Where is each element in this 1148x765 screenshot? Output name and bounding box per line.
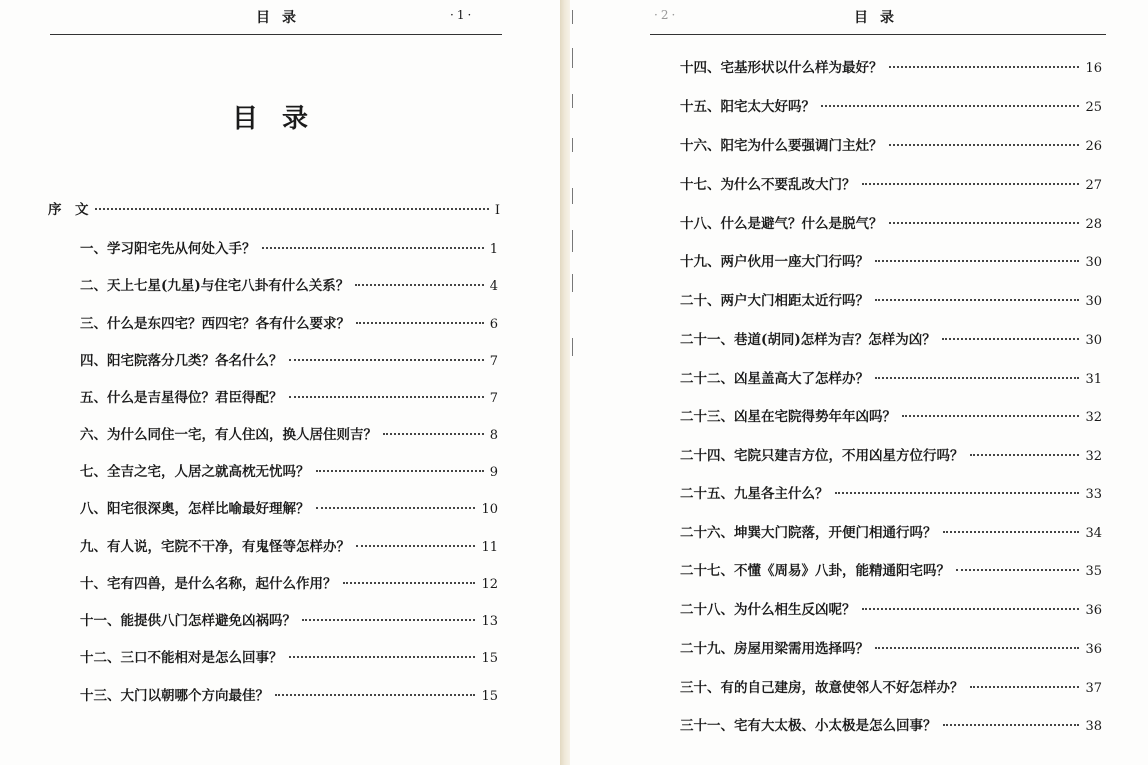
toc-entry-page: 7 (489, 354, 498, 369)
toc-entry-title: 十五、阳宅太大好吗？ (680, 99, 815, 115)
dot-leader (95, 208, 489, 210)
toc-entry (80, 609, 498, 629)
toc-entry (80, 535, 498, 555)
dot-leader (275, 694, 475, 696)
toc-entry (680, 598, 1102, 618)
dot-leader (875, 377, 1079, 379)
toc-entry-title: 六、为什么同住一宅，有人住凶，换人居住则吉？ (80, 427, 377, 443)
toc-entry-title: 二十七、不懂《周易》八卦，能精通阳宅吗？ (680, 563, 950, 579)
toc-entry-page: 9 (489, 465, 498, 480)
toc-entry (80, 237, 498, 257)
dot-leader (970, 454, 1080, 456)
toc-entry-title: 二十、两户大门相距太近行吗？ (680, 293, 869, 309)
dot-leader (943, 724, 1080, 726)
toc-entry-page: 32 (1085, 410, 1102, 425)
toc-entry-page: 12 (481, 577, 498, 592)
running-title: 目录 (854, 10, 906, 26)
toc-entry-title: 二十五、九星各主什么？ (680, 486, 829, 502)
toc-entry (680, 250, 1102, 270)
toc-entry-page: I (494, 203, 500, 218)
toc-entry-page: 33 (1085, 487, 1102, 502)
toc-entry-title: 九、有人说，宅院不干净，有鬼怪等怎样办？ (80, 539, 350, 555)
dot-leader (289, 359, 484, 361)
dot-leader (862, 608, 1080, 610)
toc-entry-title: 四、阳宅院落分几类？各名什么？ (80, 353, 283, 369)
toc-entry (80, 684, 498, 704)
toc-entry (80, 274, 498, 294)
dot-leader (289, 396, 484, 398)
running-header (50, 0, 502, 35)
running-header (650, 0, 1106, 35)
toc-entry-page: 1 (489, 242, 498, 257)
toc-entry-title: 二十一、巷道(胡同)怎样为吉？怎样为凶？ (680, 332, 936, 348)
toc-entry-page: 32 (1085, 449, 1102, 464)
toc-entry-title: 三十一、宅有大太极、小太极是怎么回事？ (680, 718, 937, 734)
toc-entry (80, 646, 498, 666)
dot-leader (262, 247, 484, 249)
toc-entry-page: 36 (1085, 603, 1102, 618)
toc-entry-page: 27 (1085, 178, 1102, 193)
toc-entry-title: 十三、大门以朝哪个方向最佳？ (80, 688, 269, 704)
toc-entry (48, 198, 500, 218)
dot-leader (970, 686, 1080, 688)
toc-entry-title: 三、什么是东四宅？西四宅？各有什么要求？ (80, 316, 350, 332)
dot-leader (875, 260, 1079, 262)
scan-margin-marks (572, 8, 574, 368)
dot-leader (943, 531, 1080, 533)
toc-entry-page: 30 (1085, 333, 1102, 348)
toc-entry-page: 15 (481, 689, 498, 704)
toc-entry-title: 二十三、凶星在宅院得势年年凶吗？ (680, 409, 896, 425)
dot-leader (343, 582, 476, 584)
dot-leader (289, 656, 476, 658)
toc-entry (680, 482, 1102, 502)
dot-leader (875, 299, 1079, 301)
toc-entry-page: 4 (489, 279, 498, 294)
toc-entry-page: 25 (1085, 100, 1102, 115)
toc-entry-page: 7 (489, 391, 498, 406)
toc-entry-title: 十一、能提供八门怎样避免凶祸吗？ (80, 613, 296, 629)
toc-entry (80, 572, 498, 592)
page-number: ·2· (654, 8, 679, 22)
toc-entry-page: 35 (1085, 564, 1102, 579)
dot-leader (875, 647, 1079, 649)
toc-entry-title: 十六、阳宅为什么要强调门主灶？ (680, 138, 883, 154)
toc-entry (680, 637, 1102, 657)
toc-entry-title: 十九、两户伙用一座大门行吗？ (680, 254, 869, 270)
toc-entry-title: 二、天上七星(九星)与住宅八卦有什么关系？ (80, 278, 350, 294)
dot-leader (889, 222, 1080, 224)
toc-entry (80, 349, 498, 369)
toc-entry (680, 134, 1102, 154)
toc-entry-page: 28 (1085, 217, 1102, 232)
toc-entry-title: 二十四、宅院只建吉方位，不用凶星方位行吗？ (680, 448, 964, 464)
dot-leader (942, 338, 1080, 340)
toc-entry-title: 十八、什么是避气？什么是脱气？ (680, 216, 883, 232)
toc-entry-page: 11 (481, 540, 498, 555)
toc-entry (680, 405, 1102, 425)
toc-entry (680, 559, 1102, 579)
toc-entry-page: 36 (1085, 642, 1102, 657)
toc-entry (80, 497, 498, 517)
dot-leader (302, 619, 475, 621)
toc-entry-title: 五、什么是吉星得位？君臣得配？ (80, 390, 283, 406)
toc-entry-title: 二十二、凶星盖高大了怎样办？ (680, 371, 869, 387)
page-number: ·1· (450, 8, 475, 22)
toc-entry (680, 95, 1102, 115)
dot-leader (355, 284, 483, 286)
toc-entry-title: 二十六、坤巽大门院落，开便门相通行吗？ (680, 525, 937, 541)
dot-leader (889, 144, 1080, 146)
toc-heading: 目录 (232, 104, 333, 134)
toc-entry-page: 16 (1085, 61, 1102, 76)
toc-entry-title: 七、全吉之宅，人居之就高枕无忧吗？ (80, 464, 310, 480)
dot-leader (356, 322, 484, 324)
toc-entry (680, 56, 1102, 76)
toc-entry-title: 二十八、为什么相生反凶呢？ (680, 602, 856, 618)
right-page (570, 0, 1148, 765)
dot-leader (956, 569, 1079, 571)
toc-entry-title: 序 文 (48, 202, 89, 218)
dot-leader (821, 105, 1079, 107)
toc-entry-title: 十四、宅基形状以什么样为最好？ (680, 60, 883, 76)
toc-entry-title: 十七、为什么不要乱改大门？ (680, 177, 856, 193)
dot-leader (383, 433, 484, 435)
dot-leader (835, 492, 1080, 494)
toc-entry-page: 31 (1085, 372, 1102, 387)
toc-entry (680, 714, 1102, 734)
toc-entry-title: 十、宅有四兽，是什么名称，起什么作用？ (80, 576, 337, 592)
toc-entry-title: 二十九、房屋用梁需用选择吗？ (680, 641, 869, 657)
toc-entry (80, 386, 498, 406)
toc-entry (80, 423, 498, 443)
toc-entry-page: 38 (1085, 719, 1102, 734)
toc-entry (680, 173, 1102, 193)
toc-entry (680, 521, 1102, 541)
left-page (0, 0, 560, 765)
dot-leader (902, 415, 1079, 417)
toc-entry (80, 312, 498, 332)
dot-leader (316, 470, 484, 472)
dot-leader (356, 545, 475, 547)
dot-leader (316, 507, 476, 509)
toc-entry-page: 30 (1085, 294, 1102, 309)
running-title: 目录 (256, 10, 308, 26)
toc-entry (680, 676, 1102, 696)
toc-entry-page: 37 (1085, 681, 1102, 696)
dot-leader (862, 183, 1080, 185)
toc-entry-page: 30 (1085, 255, 1102, 270)
toc-entry-title: 一、学习阳宅先从何处入手？ (80, 241, 256, 257)
toc-entry-page: 34 (1085, 526, 1102, 541)
toc-entry (680, 212, 1102, 232)
toc-entry-title: 三十、有的自己建房，故意使邻人不好怎样办？ (680, 680, 964, 696)
toc-entry-page: 6 (489, 317, 498, 332)
toc-entry (80, 460, 498, 480)
toc-entry-title: 八、阳宅很深奥，怎样比喻最好理解？ (80, 501, 310, 517)
toc-entry (680, 289, 1102, 309)
toc-entry-page: 10 (481, 502, 498, 517)
toc-entry-page: 13 (481, 614, 498, 629)
toc-entry (680, 367, 1102, 387)
dot-leader (889, 66, 1080, 68)
toc-entry (680, 328, 1102, 348)
toc-entry (680, 444, 1102, 464)
book-spine (560, 0, 570, 765)
toc-entry-title: 十二、三口不能相对是怎么回事？ (80, 650, 283, 666)
toc-entry-page: 15 (481, 651, 498, 666)
toc-entry-page: 8 (489, 428, 498, 443)
toc-entry-page: 26 (1085, 139, 1102, 154)
